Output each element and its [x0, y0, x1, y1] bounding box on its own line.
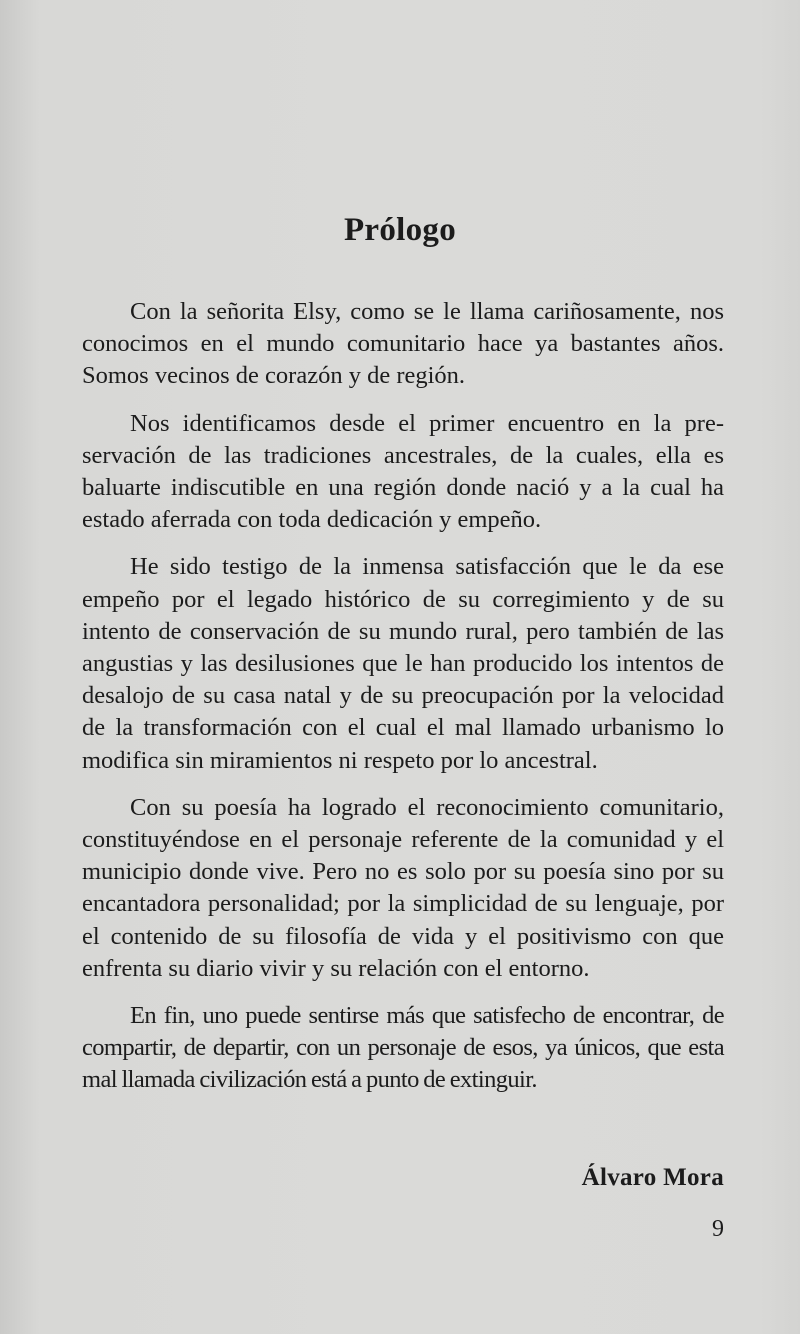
paragraph-2: Nos identificamos desde el primer encuentro en la preservación de las tradiciones ancestrales, de la cuales, ella es baluarte indiscutible en una región donde nació y a la cual ha estado aferrada con toda dedicación y empeño. [82, 409, 724, 534]
paragraph-1: Con la señorita Elsy, como se le llama cariñosamente, nos conocimos en el mundo comunitario hace ya bastantes años. Somos vecinos de corazón y de región. [82, 298, 724, 390]
paragraph-5: En fin, uno puede sentirse más que satisfecho de encontrar, de compartir, de departir, con un personaje de esos, ya únicos, que esta mal llamada civilización está a punto de extinguir. [82, 1002, 724, 1094]
paragraph-3: He sido testigo de la inmensa satisfacción que le da ese empeño por el legado histórico de su corregimiento y de su intento de conservación de su mundo rural, pero también de las angustias y las desilusiones que le han producido los intentos de desalojo de su casa natal y de su preocupación por la velocidad de la transformación con el cual el mal llamado urbanismo lo modifica sin miramientos ni respeto por lo ancestral. [82, 553, 724, 774]
page-number: 9 [712, 1216, 724, 1242]
prologue-body [82, 296, 724, 1112]
chapter-title: Prólogo [343, 212, 457, 248]
author-signature: Álvaro Mora [581, 1164, 724, 1191]
paragraph-4: Con su poesía ha logrado el reconocimiento comunitario, constituyéndose en el personaje referente de la comunidad y el municipio donde vive. Pero no es solo por su poesía sino por su encantadora personalidad; por la simplicidad de su lenguaje, por el contenido de su filosofía de vida y el positivismo con que enfrenta su diario vivir y su relación con el entorno. [82, 793, 724, 982]
